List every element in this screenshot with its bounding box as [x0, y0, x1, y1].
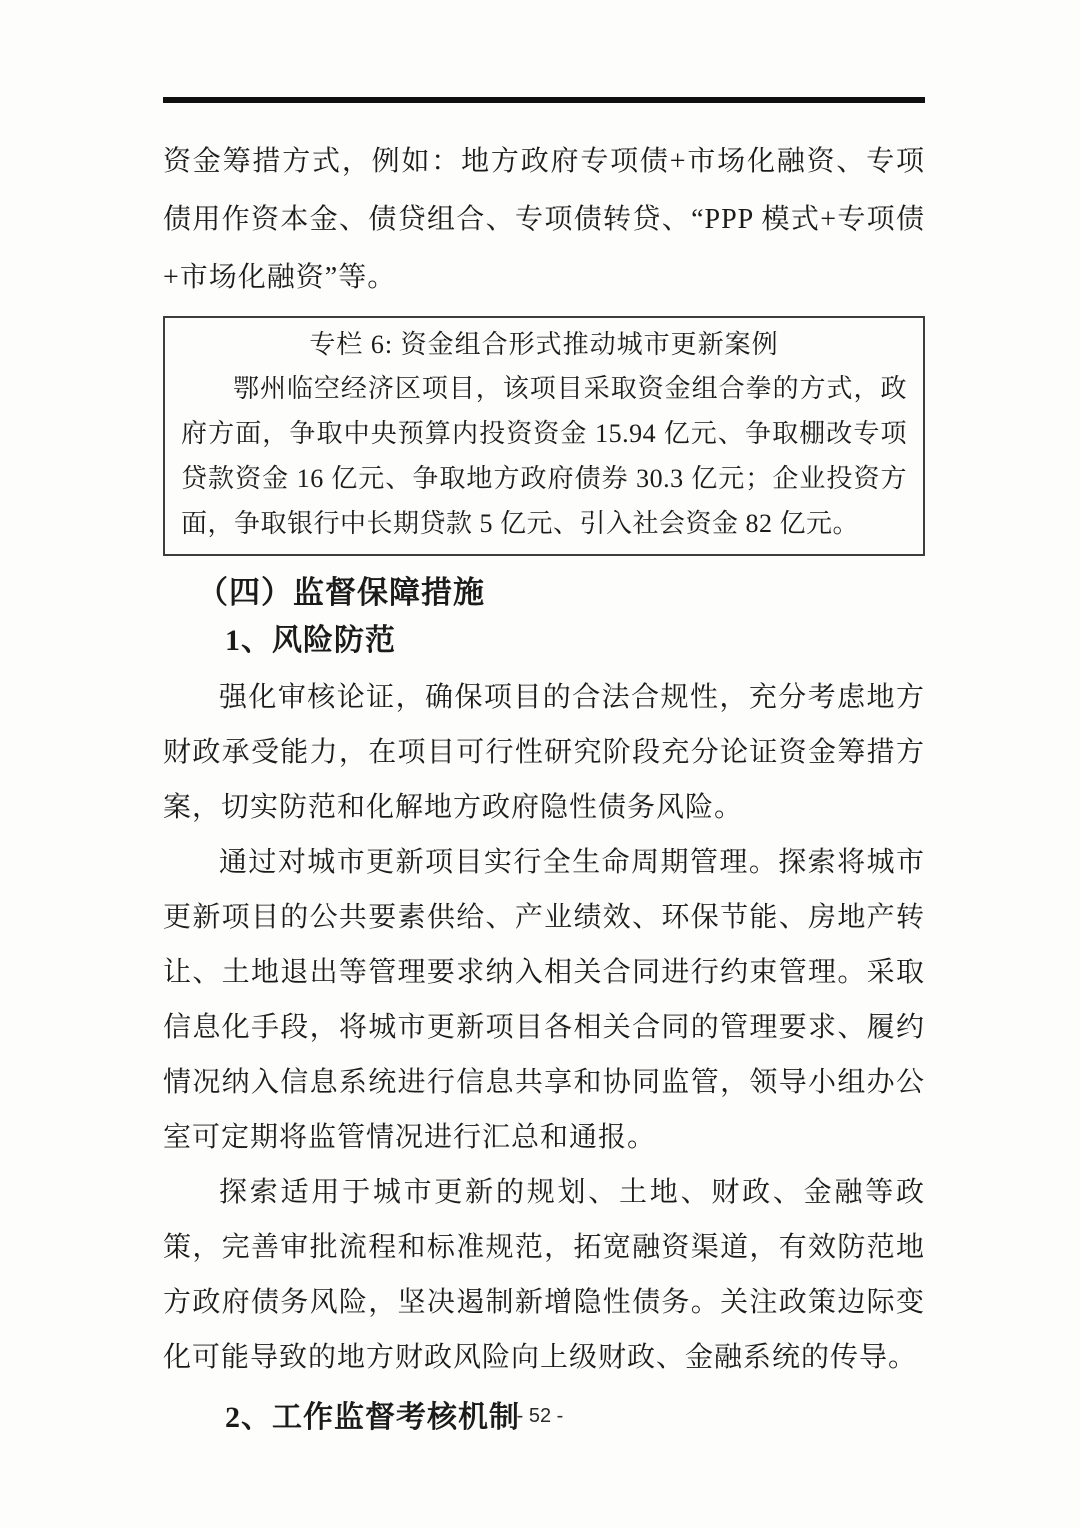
- lead-paragraph: 资金筹措方式，例如：地方政府专项债+市场化融资、专项债用作资本金、债贷组合、专项债转贷、“PPP 模式+专项债+市场化融资”等。: [163, 146, 925, 293]
- sub-heading-risk-prevention: 1、风险防范: [225, 624, 396, 657]
- callout-box-title: 专栏 6: 资金组合形式推动城市更新案例: [309, 330, 779, 359]
- header-rule-divider: [163, 97, 925, 103]
- section-heading-supervision-measures: （四）监督保障措施: [197, 575, 485, 610]
- sub-heading-supervision-assessment: 2、工作监督考核机制: [225, 1401, 520, 1434]
- callout-box-body: 鄂州临空经济区项目，该项目采取资金组合拳的方式，政府方面，争取中央预算内投资资金 15.94 亿元、争取棚改专项贷款资金 16 亿元、争取地方政府债券 30.3 亿元；企业投资方面，争取银行中长期贷款 5 亿元、引入社会资金 82 亿元。: [181, 374, 907, 538]
- body-paragraph: 强化审核论证，确保项目的合法合规性，充分考虑地方财政承受能力，在项目可行性研究阶段充分论证资金筹措方案，切实防范和化解地方政府隐性债务风险。: [163, 682, 925, 823]
- page-number: - 52 -: [516, 1405, 564, 1427]
- body-paragraph: 通过对城市更新项目实行全生命周期管理。探索将城市更新项目的公共要素供给、产业绩效、环保节能、房地产转让、土地退出等管理要求纳入相关合同进行约束管理。采取信息化手段，将城市更新项目各相关合同的管理要求、履约情况纳入信息系统进行信息共享和协同监管，领导小组办公室可定期将监管情况进行汇总和通报。: [163, 847, 925, 1153]
- body-paragraph: 探索适用于城市更新的规划、土地、财政、金融等政策，完善审批流程和标准规范，拓宽融资渠道，有效防范地方政府债务风险，坚决遏制新增隐性债务。关注政策边际变化可能导致的地方财政风险向上级财政、金融系统的传导。: [163, 1177, 925, 1373]
- page-content: [0, 97, 1080, 1439]
- callout-box: [163, 316, 925, 556]
